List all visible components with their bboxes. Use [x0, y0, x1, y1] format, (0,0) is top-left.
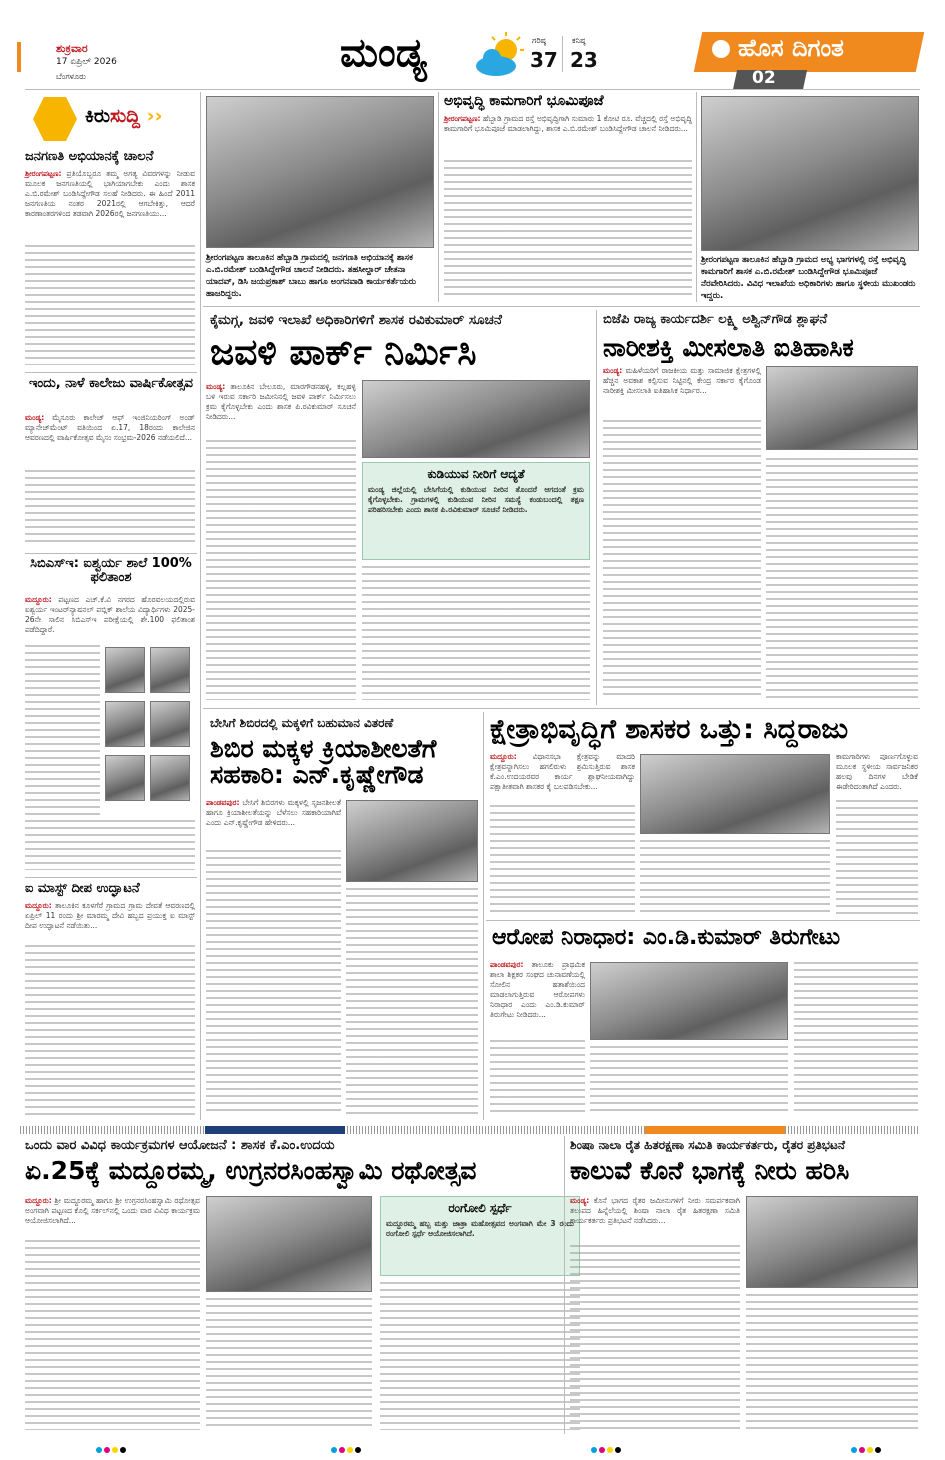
student-photo — [150, 755, 190, 801]
logo-emblem-icon — [712, 40, 730, 58]
student-photo — [105, 647, 145, 693]
brief-title: ಐ ಮಾಸ್ಟ್ ದೀಪ ಉದ್ಘಾಟನೆ — [25, 881, 140, 896]
headline: ಆರೋಪ ನಿರಾಧಾರ: ಎಂ.ಡಿ.ಕುಮಾರ್ ತಿರುಗೇಟು — [492, 925, 841, 950]
headline: ಕ್ಷೇತ್ರಾಭಿವೃದ್ಧಿಗೆ ಶಾಸಕರ ಒತ್ತು: ಸಿದ್ದರಾಜು — [490, 714, 849, 745]
date: 17 ಏಪ್ರಿಲ್ 2026 — [56, 57, 117, 67]
box-title: ಕುಡಿಯುವ ನೀರಿಗೆ ಆದ್ಯತೆ — [427, 467, 525, 481]
brief-text: ತಾಲೂಕಿನ ಕೂಳಗೆರೆ ಗ್ರಾಮದ ಗ್ರಾಮ ದೇವತೆ ಆವರಣದಲ್ಲಿ ಏಪ್ರಿಲ್ 11 ರಂದು ಶ್ರೀ ಮಾರಮ್ಮ ದೇವಿ ಹಬ್ಬದ ಪ್ರಯುಕ್ತ ಐ ಮಾಸ್ಟ್ ದೀಪ ಉದ್ಘಾಟನೆ ನಡೆಯಿತು... — [25, 901, 195, 930]
min-temp: 23 — [570, 48, 598, 72]
headline: ನಾರೀಶಕ್ತಿ ಮೀಸಲಾತಿ ಐತಿಹಾಸಿಕ — [603, 333, 854, 362]
article-text: ಬೇಸಿಗೆ ಶಿಬಿರಗಳು ಮಕ್ಕಳಲ್ಲಿ ಸೃಜನಶೀಲತೆ ಹಾಗೂ ಕ್ರಿಯಾಶೀಲತೆಯನ್ನು ಬೆಳೆಸಲು ಸಹಕಾರಿಯಾಗಿವೆ ಎಂದು ಎನ್.ಕೃಷ್ಣೇಗೌಡ ಹೇಳಿದರು... — [206, 798, 341, 827]
print-registration-marks — [95, 1438, 127, 1457]
meeting-photo — [362, 380, 590, 458]
edition-city: ಬೆಂಗಳೂರು — [56, 72, 86, 81]
dateline: ಮಂಡ್ಯ: — [603, 366, 623, 375]
briefs-label-b: ಸುದ್ದಿ — [110, 105, 141, 127]
article-title: ಅಭಿವೃದ್ಧಿ ಕಾಮಗಾರಿಗೆ ಭೂಮಿಪೂಜೆ — [444, 93, 604, 109]
article-text: ಮಹಿಳೆಯರಿಗೆ ರಾಜಕೀಯ ಮತ್ತು ಸಾಮಾಜಿಕ ಕ್ಷೇತ್ರಗಳಲ್ಲಿ ಹೆಚ್ಚಿನ ಅವಕಾಶ ಕಲ್ಪಿಸುವ ನಿಟ್ಟಿನಲ್ಲಿ ಕೇಂದ್ರ ಸರ್ಕಾರ ಕೈಗೊಂಡ ನಾರೀಶಕ್ತಿ ಮೀಸಲಾತಿ ಐತಿಹಾಸಿಕ ನಿರ್ಧಾರ... — [603, 366, 761, 395]
max-temp-label: ಗರಿಷ್ಠ — [532, 36, 546, 45]
camp-photo — [346, 800, 478, 882]
dateline: ಮದ್ದೂರು: — [490, 752, 517, 761]
box-title: ರಂಗೋಲಿ ಸ್ಪರ್ಧೆ — [448, 1201, 512, 1215]
article-text: ಶ್ರೀ ಮದ್ದೂರಮ್ಮ ಹಾಗೂ ಶ್ರೀ ಉಗ್ರನರಸಿಂಹಸ್ವಾಮಿ ರಥೋತ್ಸವ ಅಂಗವಾಗಿ ಪಟ್ಟಣದ ಕೊಲ್ಲಿ ಸರ್ಕಲ್‌ನಲ್ಲಿ ಒಂದು ವಾರ ವಿವಿಧ ಕಾರ್ಯಕ್ರಮ ಆಯೋಜಿಸಲಾಗಿದೆ... — [25, 1196, 200, 1225]
dateline: ಮಂಡ್ಯ: — [570, 1196, 590, 1205]
dateline: ಮಂಡ್ಯ: — [206, 382, 226, 391]
box-text: ಮಂಡ್ಯ ಜಿಲ್ಲೆಯಲ್ಲಿ ಬೇಸಿಗೆಯಲ್ಲಿ ಕುಡಿಯುವ ನೀರಿನ ತೊಂದರೆ ಆಗದಂತೆ ಕ್ರಮ ಕೈಗೊಳ್ಳಬೇಕು. ಗ್ರಾಮಗಳಲ್ಲಿ ಕುಡಿಯುವ ನೀರಿನ ಸಮಸ್ಯೆ ಕಂಡುಬಂದಲ್ಲಿ ತಕ್ಷಣ ಪರಿಹರಿಸಬೇಕು ಎಂದು ಶಾಸಕ ಪಿ.ರವಿಕುಮಾರ್ ಸೂಚನೆ ನೀಡಿದರು. — [368, 484, 584, 514]
siddaraju-photo — [640, 754, 830, 834]
min-temp-label: ಕನಿಷ್ಠ — [572, 36, 586, 45]
student-photo — [150, 701, 190, 747]
headline: ಏ.25ಕ್ಕೆ ಮದ್ದೂರಮ್ಮ, ಉಗ್ರನರಸಿಂಹಸ್ವಾಮಿ ರಥೋತ್ಸವ — [25, 1156, 477, 1185]
pointing-hand-icon — [33, 97, 77, 141]
dateline: ಮದ್ದೂರು: — [25, 595, 52, 604]
headline: ಶಿಬಿರ ಮಕ್ಕಳ ಕ್ರಿಯಾಶೀಲತೆಗೆ ಸಹಕಾರಿ: ಎನ್.ಕೃಷ್ಣೇಗೌಡ — [210, 734, 437, 790]
photo-caption: ಶ್ರೀರಂಗಪಟ್ಟಣ ತಾಲೂಕಿನ ಹೆಬ್ಬಾಡಿ ಗ್ರಾಮದ ಅಭ್ಯ ಭಾಗಗಳಲ್ಲಿ ರಸ್ತೆ ಅಭಿವೃದ್ಧಿ ಕಾಮಗಾರಿಗೆ ಶಾಸಕ ಎ.ಬಿ.ರಮೇಶ್ ಬಂಡಿಸಿದ್ದೇಗೌಡ ಭೂಮಿಪೂಜೆ ನೆರವೇರಿಸಿದರು. ವಿವಿಧ ಇಲಾಖೆಯ ಅಧಿಕಾರಿಗಳು ಹಾಗೂ ಸ್ಥಳೀಯ ಮುಖಂಡರು ಇದ್ದರು. — [701, 255, 916, 301]
dateline: ಶ್ರೀರಂಗಪಟ್ಟಣ: — [25, 169, 62, 178]
dateline: ಪಾಂಡವಪುರ: — [206, 798, 240, 807]
dateline: ಮಂಡ್ಯ: — [25, 413, 45, 422]
article-text: ತಾಲೂಕಿನ ಬೇಲೂರು, ಮಾರಗೌಡನಹಳ್ಳಿ, ಕಲ್ಲಹಳ್ಳಿ ಬಳಿ ಇರುವ ಸರ್ಕಾರಿ ಜಮೀನಿನಲ್ಲಿ ಜವಳಿ ಪಾರ್ಕ್ ನಿರ್ಮಿಸಲು ಕ್ರಮ ಕೈಗೊಳ್ಳಬೇಕು ಎಂದು ಶಾಸಕ ಪಿ.ರವಿಕುಮಾರ್ ಸೂಚನೆ ನೀಡಿದರು... — [206, 382, 356, 421]
headline: ಕಾಲುವೆ ಕೊನೆ ಭಾಗಕ್ಕೆ ನೀರು ಹರಿಸಿ — [570, 1156, 850, 1185]
masthead — [0, 30, 945, 90]
brief-title: ಇಂದು, ನಾಳೆ ಕಾಲೇಜು ವಾರ್ಷಿಕೋತ್ಸವ — [28, 376, 194, 391]
page-number: 02 — [752, 68, 776, 88]
photo-caption: ಶ್ರೀರಂಗಪಟ್ಟಣ ತಾಲೂಕಿನ ಹೆಬ್ಬಾಡಿ ಗ್ರಾಮದಲ್ಲಿ ಜನಗಣತಿ ಅಭಿಯಾನಕ್ಕೆ ಶಾಸಕ ಎ.ಬಿ.ರಮೇಶ್ ಬಂಡಿಸಿದ್ದೇಗೌಡ ಚಾಲನೆ ನೀಡಿದರು. ತಹಸೀಲ್ದಾರ್ ಚೇತನಾ ಯಾದವ್, ಡಿಸಿ ಜಯಪ್ರಕಾಶ್ ಬಾಬು ಹಾಗೂ ಅಂಗನವಾಡಿ ಕಾರ್ಯಕರ್ತೆಯರು ಹಾಜರಿದ್ದರು. — [206, 253, 416, 299]
kicker: ಬಿಜೆಪಿ ರಾಜ್ಯ ಕಾರ್ಯದರ್ಶಿ ಲಕ್ಷ್ಮಿ ಅಶ್ವಿನ್‌ಗೌಡ ಶ್ಲಾಘನೆ — [603, 312, 828, 327]
brief-text: ಪಟ್ಟಣದ ಎಚ್.ಕೆ.ವಿ ನಗರದ ಹೊರವಲಯದಲ್ಲಿರುವ ಐಶ್ವರ್ಯ ಇಂಟರ್‌ನ್ಯಾಷನಲ್ ಪಬ್ಲಿಕ್ ಶಾಲೆಯ ವಿದ್ಯಾರ್ಥಿಗಳು 2025-26ನೇ ಸಾಲಿನ ಸಿಬಿಎಸ್ಇ ಪರೀಕ್ಷೆಯಲ್ಲಿ ಶೇ.100 ಫಲಿತಾಂಶ ಪಡೆದಿದ್ದಾರೆ. — [25, 595, 195, 634]
section-title: ಮಂಡ್ಯ — [340, 30, 427, 76]
kicker: ಕೈಮಗ್ಗ, ಜವಳಿ ಇಲಾಖೆ ಅಧಿಕಾರಿಗಳಿಗೆ ಶಾಸಕ ರವಿಕುಮಾರ್ ಸೂಚನೆ — [210, 312, 502, 328]
dateline: ಶ್ರೀರಂಗಪಟ್ಟಣ: — [444, 114, 481, 123]
student-photo — [105, 755, 145, 801]
student-photo — [105, 701, 145, 747]
article-text: ಹೆಬ್ಬಾಡಿ ಗ್ರಾಮದ ರಸ್ತೆ ಅಭಿವೃದ್ಧಿಗಾಗಿ ಸುಮಾರು 1 ಕೋಟಿ ರೂ. ವೆಚ್ಚದಲ್ಲಿ ರಸ್ತೆ ಅಭಿವೃದ್ಧಿ ಕಾಮಗಾರಿಗೆ ಭೂಮಿಪೂಜೆ ಮಾಡಲಾಗಿದ್ದು, ಶಾಸಕ ಎ.ಬಿ.ರಮೇಶ್ ಬಂಡಿಸಿದ್ದೇಗೌಡ ಚಾಲನೆ ನೀಡಿದರು... — [444, 114, 692, 133]
brief-title: ಸಿಬಿಎಸ್ಇ: ಐಶ್ವರ್ಯ ಶಾಲೆ 100% ಫಲಿತಾಂಶ — [30, 556, 192, 585]
weekday: ಶುಕ್ರವಾರ — [56, 42, 88, 55]
article-text: ತಾಲೂಕು ಪ್ರಾಥಮಿಕ ಶಾಲಾ ಶಿಕ್ಷಕರ ಸಂಘದ ಚುನಾವಣೆಯಲ್ಲಿ ಸೋಲಿನ ಹತಾಶೆಯಿಂದ ಮಾಡಲಾಗುತ್ತಿರುವ ಆರೋಪಗಳು ನಿರಾಧಾರ ಎಂದು ಎಂ.ಡಿ.ಕುಮಾರ್ ತಿರುಗೇಟು ನೀಡಿದರು... — [490, 960, 585, 1019]
kumar-photo — [590, 962, 788, 1040]
briefs-column: ಕಿರುಸುದ್ದಿ ›› ಜನಗಣತಿ ಅಭಿಯಾನಕ್ಕೆ ಚಾಲನೆ ಶ್ರೀರಂಗಪಟ್ಟಣ: ಪ್ರತಿಯೊಬ್ಬರೂ ತಮ್ಮ ಅಗತ್ಯ ವಿವರಗಳನ್ನು ನೀಡುವ ಮೂಲಕ ಜನಗಣತಿಯಲ್ಲಿ ಭಾಗಿಯಾಗಬೇಕು ಎಂದು ಶಾಸಕ ಎ.ಬಿ.ರಮೇಶ್ ಬಂಡಿಸಿದ್ದೇಗೌಡ ಸಲಹೆ ನೀಡಿದರು. ಈ ಹಿಂದೆ 2011 ಜನಗಣತಿಯ ನಂತರ 2021ರಲ್ಲಿ ಆಗಬೇಕಿತ್ತು, ಆದರೆ ಕಾರಣಾಂತರಗಳಿಂದ ತಡವಾಗಿ 2026ರಲ್ಲಿ ಜನಗಣತಿಯು... ಇಂದು, ನಾಳೆ ಕಾಲೇಜು ವಾರ್ಷಿಕೋತ್ಸವ ಮಂಡ್ಯ: ಮೈಸೂರು ಕಾಲೇಜ್ ಆಫ್ ಇಂಜಿನಿಯರಿಂಗ್ ಅಂಡ್ ಮ್ಯಾನೇಜ್‌ಮೆಂಟ್ ವತಿಯಿಂದ ಏ.17, 18ರಂದು ಕಾಲೇಜಿನ ಆವರಣದಲ್ಲಿ ವಾರ್ಷಿಕೋತ್ಸವ ಮೈಸಂ ಸಂಭ್ರಮ-2026 ನಡೆಯಲಿದೆ... ಸಿಬಿಎಸ್ಇ: ಐಶ್ವರ್ಯ ಶಾಲೆ 100% ಫಲಿತಾಂಶ ಮದ್ದೂರು: ಪಟ್ಟಣದ ಎಚ್.ಕೆ.ವಿ ನಗರದ ಹೊರವಲಯದಲ್ಲಿರುವ ಐಶ್ವರ್ಯ ಇಂಟರ್‌ನ್ಯಾಷನಲ್ ಪಬ್ಲಿಕ್ ಶಾಲೆಯ ವಿದ್ಯಾರ್ಥಿಗಳು 2025-26ನೇ ಸಾಲಿನ ಸಿಬಿಎಸ್ಇ ಪರೀಕ್ಷೆಯಲ್ಲಿ ಶೇ.100 ಫಲಿತಾಂಶ ಪಡೆದಿದ್ದಾರೆ. ಐ ಮಾಸ್ಟ್ ದೀಪ ಉದ್ಘಾಟನೆ ಮದ್ದೂರು: ತಾಲೂಕಿನ ಕೂಳಗೆರೆ ಗ್ರಾಮದ ಗ್ರಾಮ ದೇವತೆ ಆವರಣದಲ್ಲಿ ಏಪ್ರಿಲ್ 11 ರಂದು ಶ್ರೀ ಮಾರಮ್ಮ ದೇವಿ ಹಬ್ಬದ ಪ್ರಯುಕ್ತ ಐ ಮಾಸ್ಟ್ ದೀಪ ಉದ್ಘಾಟನೆ ನಡೆಯಿತು... — [25, 95, 197, 1120]
kicker: ಒಂದು ವಾರ ವಿವಿಧ ಕಾರ್ಯಕ್ರಮಗಳ ಆಯೋಜನೆ : ಶಾಸಕ ಕೆ.ಎಂ.ಉದಯ — [25, 1138, 335, 1153]
dateline: ಮದ್ದೂರು: — [25, 1196, 52, 1205]
brand-name: ಹೊಸ ದಿಗಂತ — [738, 34, 844, 62]
student-photo — [150, 647, 190, 693]
kicker: ಬೇಸಿಗೆ ಶಿಬಿರದಲ್ಲಿ ಮಕ್ಕಳಿಗೆ ಬಹುಮಾನ ವಿತರಣೆ — [210, 716, 394, 730]
mla-event-photo — [206, 1196, 372, 1292]
protest-photo — [746, 1196, 918, 1288]
dateline: ಮದ್ದೂರು: — [25, 901, 52, 910]
brief-title: ಜನಗಣತಿ ಅಭಿಯಾನಕ್ಕೆ ಚಾಲನೆ — [25, 149, 154, 164]
bhoomi-pooja-photo — [701, 96, 919, 251]
sidebar-box — [362, 462, 590, 560]
brief-text: ಪ್ರತಿಯೊಬ್ಬರೂ ತಮ್ಮ ಅಗತ್ಯ ವಿವರಗಳನ್ನು ನೀಡುವ ಮೂಲಕ ಜನಗಣತಿಯಲ್ಲಿ ಭಾಗಿಯಾಗಬೇಕು ಎಂದು ಶಾಸಕ ಎ.ಬಿ.ರಮೇಶ್ ಬಂಡಿಸಿದ್ದೇಗೌಡ ಸಲಹೆ ನೀಡಿದರು. ಈ ಹಿಂದೆ 2011 ಜನಗಣತಿಯ ನಂತರ 2021ರಲ್ಲಿ ಆಗಬೇಕಿತ್ತು, ಆದರೆ ಕಾರಣಾಂತರಗಳಿಂದ ತಡವಾಗಿ 2026ರಲ್ಲಿ ಜನಗಣತಿಯು... — [25, 169, 195, 218]
article-text: ವಿಧಾನಸಭಾ ಕ್ಷೇತ್ರವನ್ನು ಮಾದರಿ ಕ್ಷೇತ್ರವನ್ನಾಗಿಸಲು ಹಗಲಿರುಳು ಶ್ರಮಿಸುತ್ತಿರುವ ಶಾಸಕ ಕೆ.ಎಂ.ಉದಯರವರ ಕಾರ್ಯ ಶ್ಲಾಘನೀಯವಾಗಿದ್ದು ಪಕ್ಷಾತೀತವಾಗಿ ಶಾಸಕರ ಕೈ ಬಲಪಡಿಸಬೇಕು... — [490, 752, 635, 791]
article-text: ಕೊನೆ ಭಾಗದ ರೈತರ ಜಮೀನುಗಳಿಗೆ ನೀರು ಸಮರ್ಪಕವಾಗಿ ತಲುಪದ ಹಿನ್ನೆಲೆಯಲ್ಲಿ ಶಿಂಷಾ ನಾಲಾ ರೈತ ಹಿತರಕ್ಷಣಾ ಸಮಿತಿ ಕಾರ್ಯಕರ್ತರು ಪ್ರತಿಭಟನೆ ನಡೆಸಿದರು... — [570, 1196, 740, 1225]
article-text: ಕಾಮಗಾರಿಗಳು ಪೂರ್ಣಗೊಳ್ಳುವ ಮೂಲಕ ಸ್ಥಳೀಯ ಸಾರ್ವಜನಿಕರ ಹಲವು ದಿನಗಳ ಬೇಡಿಕೆ ಈಡೇರಿದಂತಾಗಿದೆ ಎಂದರು. — [836, 752, 918, 791]
brief-text: ಮೈಸೂರು ಕಾಲೇಜ್ ಆಫ್ ಇಂಜಿನಿಯರಿಂಗ್ ಅಂಡ್ ಮ್ಯಾನೇಜ್‌ಮೆಂಟ್ ವತಿಯಿಂದ ಏ.17, 18ರಂದು ಕಾಲೇಜಿನ ಆವರಣದಲ್ಲಿ ವಾರ್ಷಿಕೋತ್ಸವ ಮೈಸಂ ಸಂಭ್ರಮ-2026 ನಡೆಯಲಿದೆ... — [25, 413, 195, 442]
bjp-leader-photo — [766, 366, 918, 450]
max-temp: 37 — [530, 48, 558, 72]
rangoli-box — [380, 1196, 580, 1276]
headline: ಜವಳಿ ಪಾರ್ಕ್ ನಿರ್ಮಿಸಿ — [210, 332, 477, 373]
dateline: ಪಾಂಡವಪುರ: — [490, 960, 524, 969]
box-text: ಮದ್ದೂರಮ್ಮ ಹಬ್ಬ ಮತ್ತು ಜಾತ್ರಾ ಮಹೋತ್ಸವದ ಅಂಗವಾಗಿ ಮೇ 3 ರಂದು ರಂಗೋಲಿ ಸ್ಪರ್ಧೆ ಆಯೋಜಿಸಲಾಗಿದೆ. — [386, 1218, 574, 1238]
date-accent-bar — [17, 42, 21, 72]
partly-cloudy-icon — [472, 32, 528, 78]
kicker: ಶಿಂಷಾ ನಾಲಾ ರೈತ ಹಿತರಕ್ಷಣಾ ಸಮಿತಿ ಕಾರ್ಯಕರ್ತರು, ರೈತರ ಪ್ರತಿಭಟನೆ — [570, 1138, 845, 1152]
briefs-label-a: ಕಿರು — [85, 105, 110, 127]
census-photo — [206, 96, 434, 248]
